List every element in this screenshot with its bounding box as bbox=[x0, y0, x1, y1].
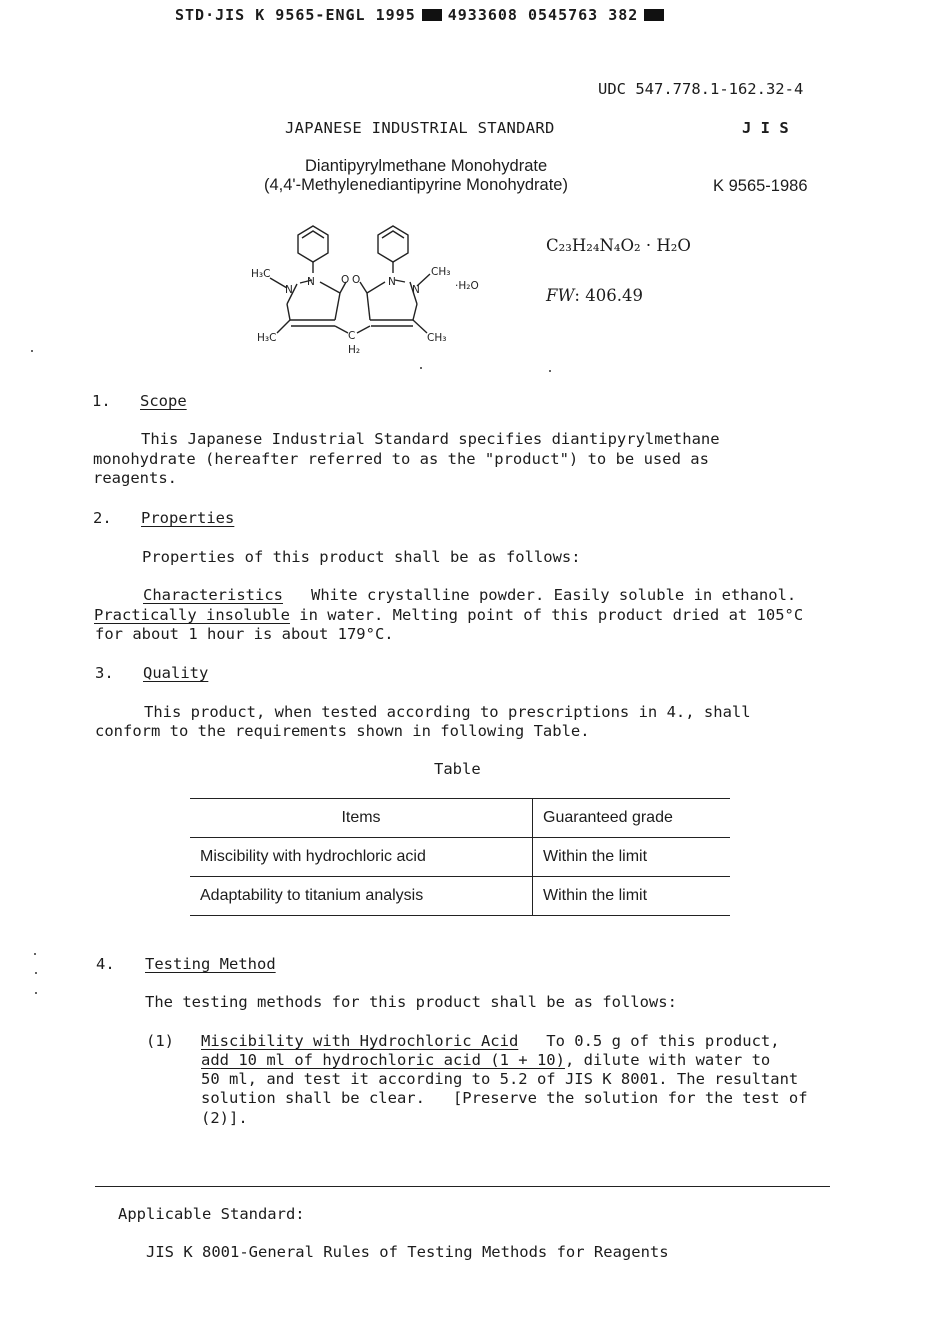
test-item-1-number: (1) bbox=[146, 1032, 174, 1050]
section-3-heading: Quality bbox=[143, 664, 209, 682]
scan-speck bbox=[420, 367, 422, 369]
scan-speck bbox=[35, 972, 37, 974]
label-h3c-bottom: H₃C bbox=[257, 332, 277, 344]
document-header bbox=[175, 6, 670, 24]
characteristics-line-1 bbox=[143, 586, 796, 604]
document-code: STD·JIS K 9565-ENGL 1995 bbox=[175, 6, 416, 24]
header-guaranteed-grade: Guaranteed grade bbox=[543, 809, 673, 826]
label-n-right-2: N bbox=[412, 284, 420, 296]
barcode-block bbox=[422, 9, 442, 21]
label-h2-mid: H₂ bbox=[348, 344, 361, 356]
applicable-standard-label: Applicable Standard: bbox=[118, 1205, 305, 1223]
formula-weight bbox=[546, 286, 643, 305]
section-4-number: 4. bbox=[96, 955, 115, 973]
properties-intro: Properties of this product shall be as follows: bbox=[142, 548, 581, 566]
header-items: Items bbox=[190, 799, 533, 838]
quality-table bbox=[190, 798, 730, 916]
label-n-left: N bbox=[285, 284, 293, 296]
table-header-row bbox=[190, 799, 730, 838]
section-2-heading: Properties bbox=[141, 509, 235, 527]
title-line-2: (4,4'-Methylenediantipyrine Monohydrate) bbox=[264, 176, 568, 194]
label-o-left: O bbox=[341, 274, 350, 286]
test-item-1-underlined: add 10 ml of hydrochloric acid (1 + 10) bbox=[201, 1051, 565, 1069]
row-2-item: Adaptability to titanium analysis bbox=[190, 877, 533, 916]
testing-intro: The testing methods for this product shall be as follows: bbox=[145, 993, 677, 1011]
barcode-block-end bbox=[644, 9, 664, 21]
scope-line-1: This Japanese Industrial Standard specifies diantipyrylmethane bbox=[141, 430, 720, 448]
test-item-1-text-1: To 0.5 g of this product, bbox=[518, 1032, 780, 1050]
applicable-standard-text: JIS K 8001-General Rules of Testing Methods for Reagents bbox=[146, 1243, 669, 1261]
quality-line-2: conform to the requirements shown in following Table. bbox=[95, 722, 590, 740]
scan-speck bbox=[35, 992, 37, 994]
title-line-1: Diantipyrylmethane Monohydrate bbox=[305, 157, 548, 175]
label-o-right: O bbox=[352, 274, 361, 286]
label-c-mid: C bbox=[348, 330, 356, 342]
fw-value: : 406.49 bbox=[574, 286, 643, 305]
scope-line-2: monohydrate (hereafter referred to as the "product") to be used as bbox=[93, 450, 709, 468]
row-1-item: Miscibility with hydrochloric acid bbox=[190, 838, 533, 877]
insoluble-underlined: Practically insoluble bbox=[94, 606, 290, 624]
label-h2o: ·H₂O bbox=[455, 280, 479, 292]
test-item-1-text-2: , dilute with water to bbox=[564, 1051, 771, 1069]
characteristics-text-1: White crystalline powder. Easily soluble in ethanol. bbox=[310, 586, 797, 604]
section-4-heading: Testing Method bbox=[145, 955, 276, 973]
label-n-right: N bbox=[388, 276, 396, 288]
scan-speck bbox=[31, 350, 33, 352]
test-item-1-title: Miscibility with Hydrochloric Acid bbox=[201, 1032, 519, 1050]
label-h3c-top: H₃C bbox=[251, 268, 271, 280]
row-2-grade: Within the limit bbox=[543, 887, 648, 904]
test-item-1-line-3: 50 ml, and test it according to 5.2 of JIS K 8001. The resultant bbox=[201, 1070, 799, 1088]
jis-mark: J I S bbox=[742, 119, 789, 137]
footer-divider bbox=[95, 1186, 830, 1187]
characteristics-text-2: in water. Melting point of this product dried at 105°C bbox=[289, 606, 804, 624]
row-1-grade: Within the limit bbox=[543, 848, 648, 865]
label-ch3-top: CH₃ bbox=[431, 266, 451, 278]
test-item-1-line-2 bbox=[201, 1051, 770, 1069]
characteristics-line-2 bbox=[94, 606, 803, 624]
standard-number: K 9565-1986 bbox=[713, 177, 808, 195]
table-caption: Table bbox=[434, 760, 481, 778]
barcode-number: 4933608 0545763 382 bbox=[447, 6, 639, 24]
section-2-number: 2. bbox=[93, 509, 112, 527]
section-1-number: 1. bbox=[92, 392, 111, 410]
fw-label: FW bbox=[546, 286, 575, 305]
standard-body: JAPANESE INDUSTRIAL STANDARD bbox=[285, 119, 555, 137]
label-ch3-bottom: CH₃ bbox=[427, 332, 447, 344]
characteristics-label: Characteristics bbox=[143, 586, 283, 604]
table-row bbox=[190, 838, 730, 877]
test-item-1-line-5: (2)]. bbox=[201, 1109, 248, 1127]
molecular-formula: C₂₃H₂₄N₄O₂ · H₂O bbox=[546, 236, 691, 255]
table-row bbox=[190, 877, 730, 916]
test-item-1-line-1 bbox=[201, 1032, 780, 1050]
structural-formula bbox=[245, 218, 515, 363]
test-item-1-line-4: solution shall be clear. [Preserve the solution for the test of bbox=[201, 1089, 808, 1107]
udc-code: UDC 547.778.1-162.32-4 bbox=[598, 80, 804, 98]
scan-speck bbox=[34, 953, 36, 955]
characteristics-line-3: for about 1 hour is about 179°C. bbox=[95, 625, 394, 643]
section-3-number: 3. bbox=[95, 664, 114, 682]
quality-line-1: This product, when tested according to prescriptions in 4., shall bbox=[144, 703, 751, 721]
scope-line-3: reagents. bbox=[93, 469, 177, 487]
section-1-heading: Scope bbox=[140, 392, 187, 410]
label-n-left-2: N bbox=[307, 276, 315, 288]
scan-speck bbox=[549, 370, 551, 372]
